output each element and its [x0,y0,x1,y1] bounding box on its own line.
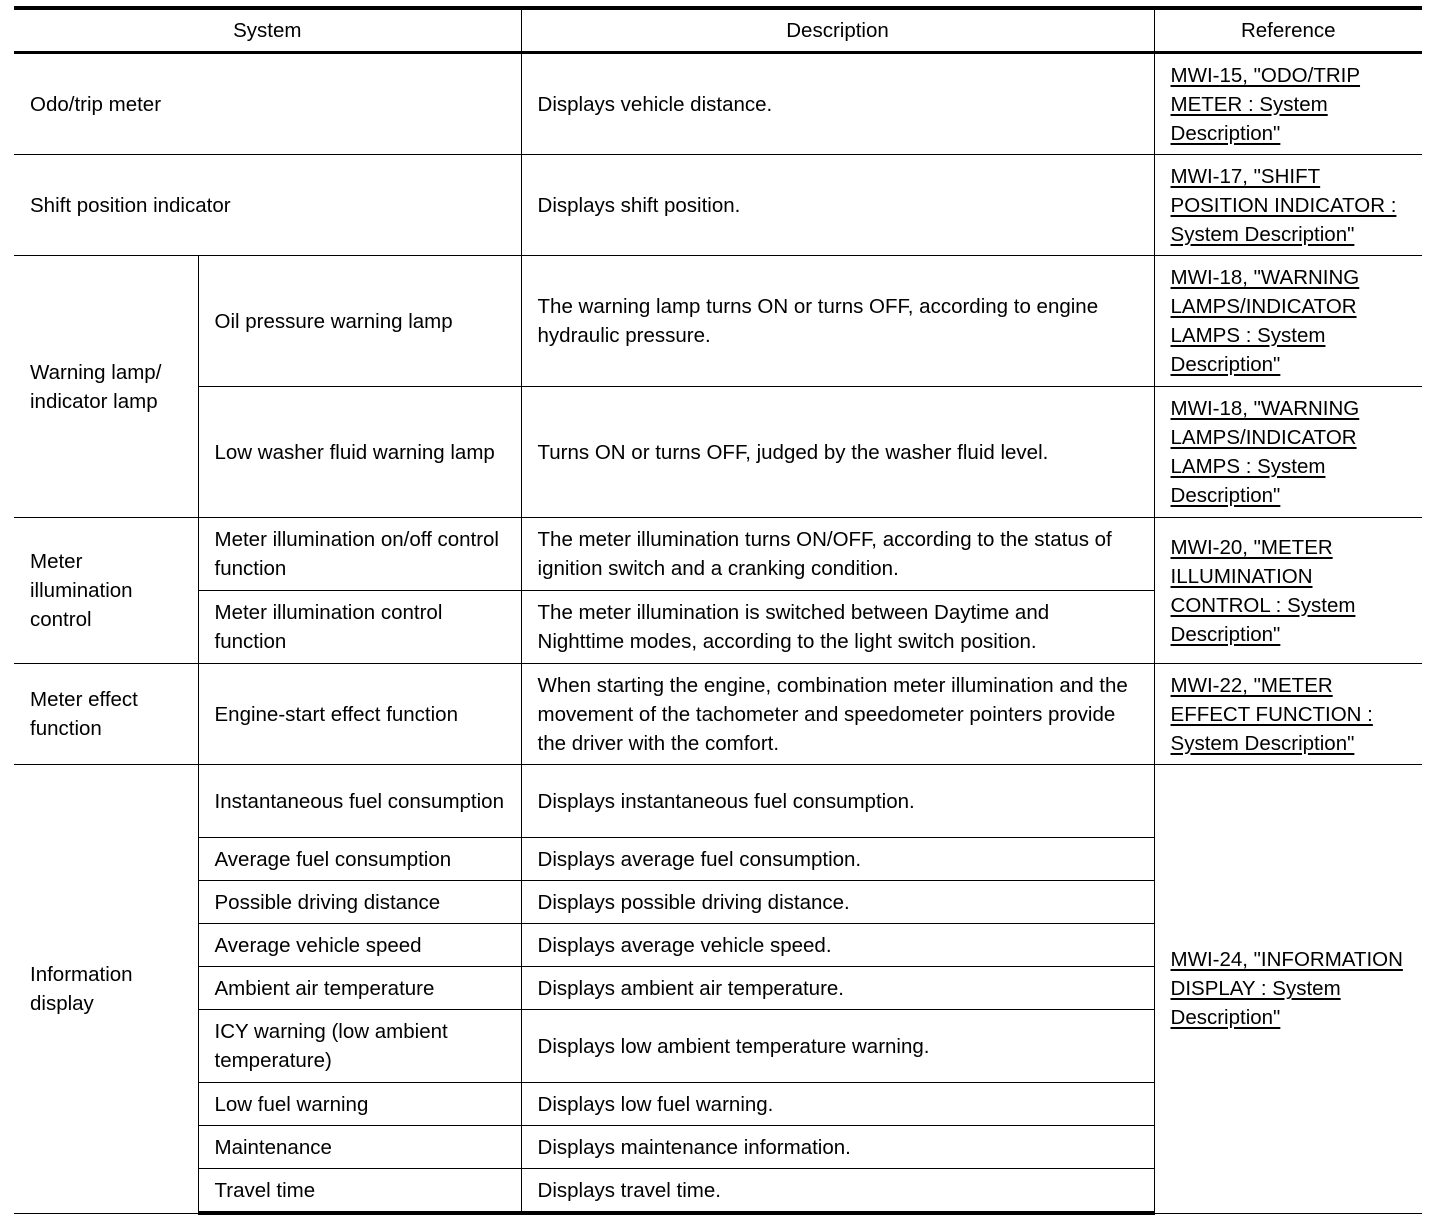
item-cell: Instantaneous fuel consumption [198,765,521,838]
reference-cell [1154,256,1422,387]
description-cell: The meter illumination is switched between Daytime and Nighttime modes, according to the light switch position. [521,591,1154,664]
item-cell: Travel time [198,1169,521,1214]
description-cell: Displays ambient air temperature. [521,967,1154,1010]
table-row [14,518,1422,591]
table-row [14,387,1422,518]
system-cell: Shift position indicator [14,155,521,256]
description-cell: Displays vehicle distance. [521,53,1154,155]
reference-link[interactable]: MWI-20, "METER ILLUMINATION CONTROL : System Description" [1170,535,1356,646]
document [14,6,1422,1215]
description-cell: Displays low fuel warning. [521,1083,1154,1126]
system-cell: Information display [14,765,198,1214]
description-cell: Displays maintenance information. [521,1126,1154,1169]
item-cell: Ambient air temperature [198,967,521,1010]
reference-link[interactable]: MWI-17, "SHIFT POSITION INDICATOR : System Description" [1170,164,1397,246]
description-cell: When starting the engine, combination meter illumination and the movement of the tachometer and speedometer pointers provide the driver with the comfort. [521,664,1154,765]
reference-cell [1154,518,1422,664]
reference-cell [1154,155,1422,256]
system-cell: Warning lamp/ indicator lamp [14,256,198,518]
reference-link[interactable]: MWI-18, "WARNING LAMPS/INDICATOR LAMPS : System Description" [1170,266,1360,376]
item-cell: Oil pressure warning lamp [198,256,521,387]
system-description-table [14,6,1422,1215]
header-system: System [14,8,521,53]
header-reference: Reference [1154,8,1422,53]
description-cell: The warning lamp turns ON or turns OFF, according to engine hydraulic pressure. [521,256,1154,387]
reference-cell [1154,53,1422,155]
item-cell: Average vehicle speed [198,924,521,967]
table-row [14,53,1422,155]
item-cell: Meter illumination on/off control function [198,518,521,591]
description-cell: Displays instantaneous fuel consumption. [521,765,1154,838]
reference-link[interactable]: MWI-18, "WARNING LAMPS/INDICATOR LAMPS : System Description" [1170,397,1360,507]
reference-link[interactable]: MWI-22, "METER EFFECT FUNCTION : System Description" [1170,673,1373,755]
item-cell: ICY warning (low ambient temperature) [198,1010,521,1083]
reference-link[interactable]: MWI-15, "ODO/TRIP METER : System Description" [1170,63,1361,145]
description-cell: Displays average vehicle speed. [521,924,1154,967]
table-row [14,765,1422,838]
system-cell: Odo/trip meter [14,53,521,155]
description-cell: Displays shift position. [521,155,1154,256]
item-cell: Average fuel consumption [198,838,521,881]
header-description: Description [521,8,1154,53]
description-cell: Displays travel time. [521,1169,1154,1214]
table-row [14,256,1422,387]
description-cell: Displays average fuel consumption. [521,838,1154,881]
reference-cell [1154,664,1422,765]
item-cell: Low fuel warning [198,1083,521,1126]
system-cell: Meter effect function [14,664,198,765]
reference-cell [1154,387,1422,518]
reference-cell [1154,765,1422,1214]
description-cell: Displays possible driving distance. [521,881,1154,924]
system-cell: Meter illumination control [14,518,198,664]
item-cell: Possible driving distance [198,881,521,924]
description-cell: Displays low ambient temperature warning. [521,1010,1154,1083]
item-cell: Maintenance [198,1126,521,1169]
table-row [14,155,1422,256]
reference-link[interactable]: MWI-24, "INFORMATION DISPLAY : System Description" [1170,948,1403,1030]
description-cell: Turns ON or turns OFF, judged by the washer fluid level. [521,387,1154,518]
table-row [14,664,1422,765]
description-cell: The meter illumination turns ON/OFF, according to the status of ignition switch and a cranking condition. [521,518,1154,591]
item-cell: Meter illumination control function [198,591,521,664]
item-cell: Low washer fluid warning lamp [198,387,521,518]
item-cell: Engine-start effect function [198,664,521,765]
header-row [14,8,1422,53]
